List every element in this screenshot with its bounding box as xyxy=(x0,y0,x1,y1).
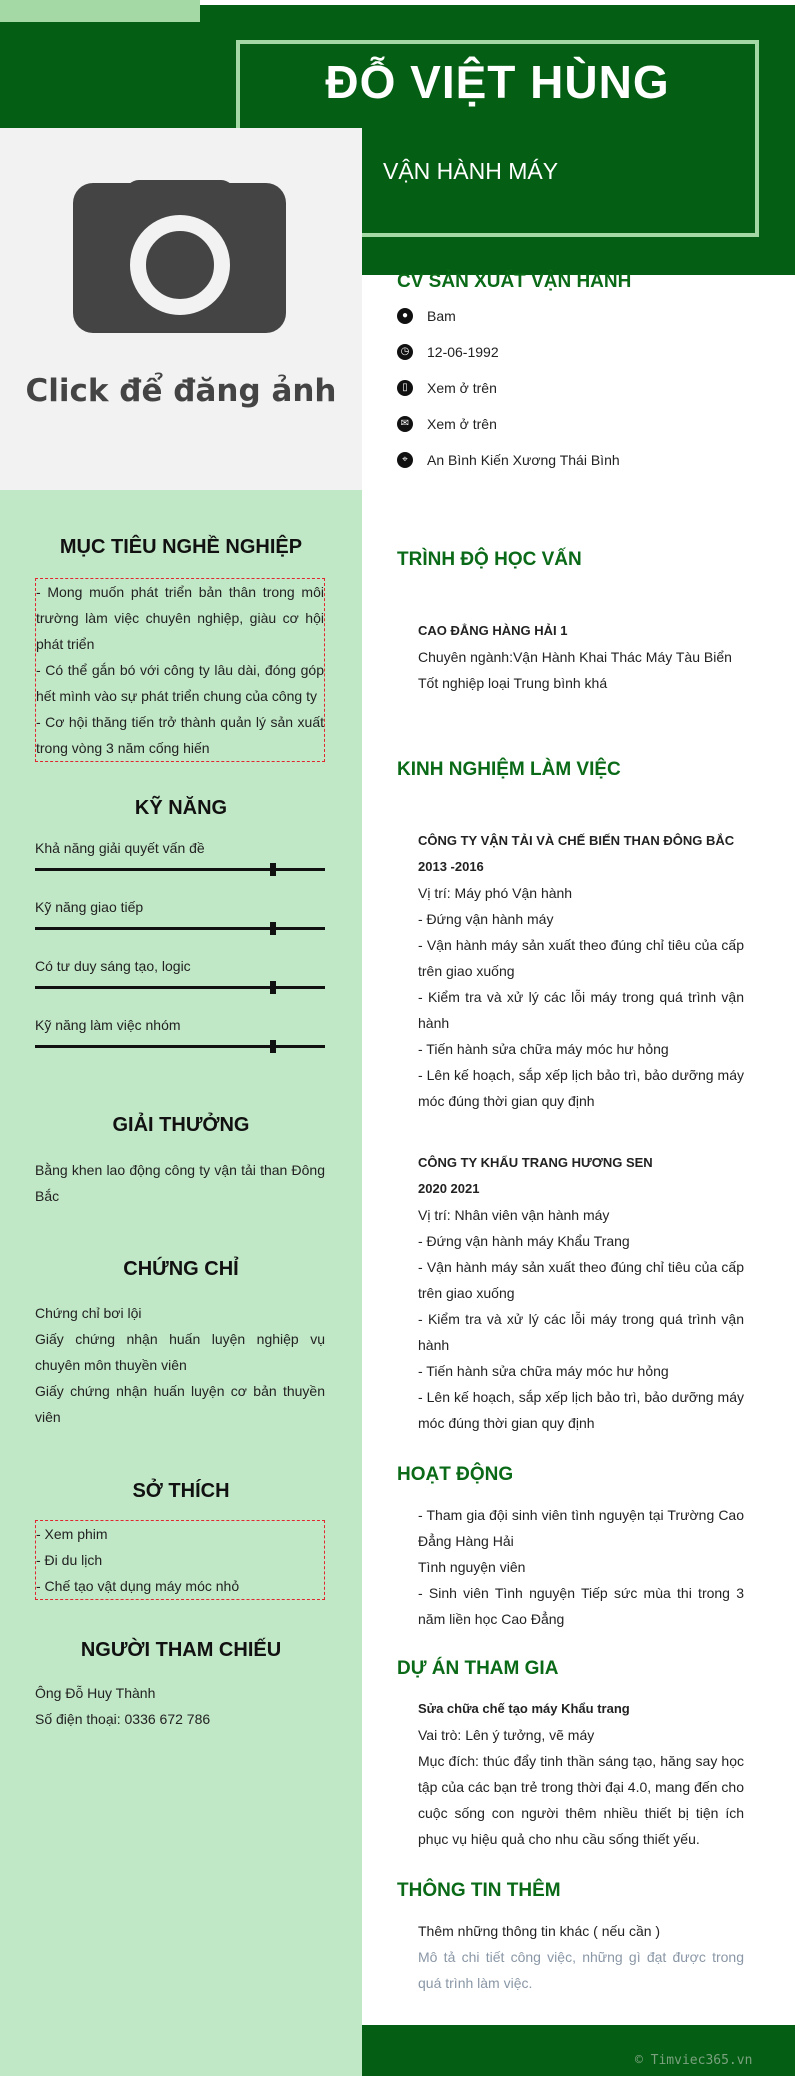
info-phone: Xem ở trên xyxy=(427,380,497,396)
job-line: - Tiến hành sửa chữa máy móc hư hỏng xyxy=(418,1041,669,1057)
info-row xyxy=(397,380,497,396)
company-name: CÔNG TY KHẨU TRANG HƯƠNG SEN xyxy=(418,1155,653,1170)
certificates-list xyxy=(35,1300,325,1430)
more-info-hint: Mô tả chi tiết công việc, những gì đạt được trong quá trình làm việc. xyxy=(418,1949,744,1991)
hobby-item: - Đi du lịch xyxy=(36,1552,103,1568)
skill-item xyxy=(35,899,325,930)
job-line: - Vận hành máy sản xuất theo đúng chỉ tiêu của cấp trên giao xuống xyxy=(418,937,744,979)
footer-band xyxy=(362,2025,795,2076)
skill-name: Khả năng giải quyết vấn đề xyxy=(35,840,205,856)
clock-icon: ◷ xyxy=(397,344,413,360)
job-line: - Đứng vận hành máy Khẩu Trang xyxy=(418,1233,630,1249)
hobby-item: - Chế tạo vật dụng máy móc nhỏ xyxy=(36,1578,240,1594)
education-result: Tốt nghiệp loại Trung bình khá xyxy=(418,675,608,691)
job-block xyxy=(418,828,744,1114)
references-list xyxy=(35,1680,325,1732)
activities-block xyxy=(418,1502,744,1632)
info-email: Xem ở trên xyxy=(427,416,497,432)
email-icon: ✉ xyxy=(397,416,413,432)
job-line: - Vận hành máy sản xuất theo đúng chỉ tiêu của cấp trên giao xuống xyxy=(418,1259,744,1301)
skill-item xyxy=(35,1017,325,1048)
info-row xyxy=(397,452,620,468)
skill-level-handle[interactable] xyxy=(270,981,276,994)
user-icon: ● xyxy=(397,308,413,324)
skills-title: KỸ NĂNG xyxy=(134,797,228,819)
photo-caption: Click để đăng ảnh xyxy=(25,373,337,409)
footer-copyright: © Timviec365.vn xyxy=(635,2053,753,2068)
phone-icon: ▯ xyxy=(397,380,413,396)
hobby-item: - Xem phim xyxy=(36,1526,108,1542)
activities-title: HOẠT ĐỘNG xyxy=(397,1464,514,1485)
skill-level-handle[interactable] xyxy=(270,922,276,935)
objective-box[interactable] xyxy=(35,578,325,762)
reference-phone: Số điện thoại: 0336 672 786 xyxy=(35,1711,211,1727)
skill-bar xyxy=(35,1045,325,1048)
experience-title: KINH NGHIỆM LÀM VIỆC xyxy=(397,759,621,780)
info-address: An Bình Kiến Xương Thái Bình xyxy=(427,452,620,468)
education-major: Chuyên ngành:Vận Hành Khai Thác Máy Tàu Biển xyxy=(418,649,732,665)
certificate-item: Giấy chứng nhận huấn luyện cơ bản thuyền viên xyxy=(35,1383,325,1425)
project-block xyxy=(418,1696,744,1852)
skill-item xyxy=(35,958,325,989)
location-icon: ⌖ xyxy=(397,452,413,468)
skill-item xyxy=(35,840,325,871)
info-birthday: 12-06-1992 xyxy=(427,344,499,360)
cv-title: CV SẢN XUẤT VẬN HÀNH xyxy=(397,271,632,292)
project-role: Vai trò: Lên ý tưởng, vẽ máy xyxy=(418,1727,595,1743)
info-row xyxy=(397,416,497,432)
job-line: Vị trí: Nhân viên vận hành máy xyxy=(418,1207,610,1223)
skill-level-handle[interactable] xyxy=(270,863,276,876)
skill-name: Kỹ năng làm việc nhóm xyxy=(35,1017,181,1033)
job-period: 2020 2021 xyxy=(418,1181,480,1196)
awards-text: Bằng khen lao động công ty vận tải than Đông Bắc xyxy=(35,1162,325,1204)
project-name: Sửa chữa chế tạo máy Khẩu trang xyxy=(418,1701,630,1716)
hobbies-title: SỞ THÍCH xyxy=(132,1480,230,1502)
photo-upload[interactable] xyxy=(0,128,362,490)
projects-title: DỰ ÁN THAM GIA xyxy=(397,1658,559,1679)
skill-name: Có tư duy sáng tạo, logic xyxy=(35,958,191,974)
camera-lens-icon xyxy=(130,215,230,315)
objective-line: - Mong muốn phát triển bản thân trong môi trường làm việc chuyên nghiệp, giàu cơ hội phát triển xyxy=(36,584,324,652)
hobbies-box[interactable] xyxy=(35,1520,325,1600)
school-name: CAO ĐẲNG HÀNG HẢI 1 xyxy=(418,623,568,638)
job-line: - Lên kế hoạch, sắp xếp lịch bảo trì, bảo dưỡng máy móc đúng thời gian quy định xyxy=(418,1067,744,1109)
objective-line: - Cơ hội thăng tiến trở thành quản lý sản xuất trong vòng 3 năm cống hiến xyxy=(36,714,324,756)
job-line: Vị trí: Máy phó Vận hành xyxy=(418,885,573,901)
references-title: NGƯỜI THAM CHIẾU xyxy=(80,1639,282,1661)
skill-bar xyxy=(35,986,325,989)
job-line: - Kiểm tra và xử lý các lỗi máy trong quá trình vận hành xyxy=(418,989,744,1031)
education-block xyxy=(418,618,744,696)
top-accent-strip xyxy=(0,0,200,22)
job-line: - Kiểm tra và xử lý các lỗi máy trong quá trình vận hành xyxy=(418,1311,744,1353)
more-info-title: THÔNG TIN THÊM xyxy=(397,1880,561,1901)
activity-line: - Sinh viên Tình nguyện Tiếp sức mùa thi trong 3 năm liền học Cao Đẳng xyxy=(418,1585,744,1627)
info-row xyxy=(397,308,456,324)
project-goal: Mục đích: thúc đẩy tinh thần sáng tạo, hăng say học tập của các bạn trẻ trong thời đại 4.0, mang đến cho cuộc sống con người thêm nhiều thiết bị tiện ích phục vụ hiệu quả cho nhu cầu sống thiết yếu. xyxy=(418,1753,744,1847)
job-block xyxy=(418,1150,744,1436)
certificate-item: Giấy chứng nhận huấn luyện nghiệp vụ chuyên môn thuyền viên xyxy=(35,1331,325,1373)
more-info-block xyxy=(418,1918,744,1996)
job-line: - Lên kế hoạch, sắp xếp lịch bảo trì, bảo dưỡng máy móc đúng thời gian quy định xyxy=(418,1389,744,1431)
skill-name: Kỹ năng giao tiếp xyxy=(35,899,144,915)
info-gender: Bam xyxy=(427,308,456,324)
info-row xyxy=(397,344,499,360)
company-name: CÔNG TY VẬN TẢI VÀ CHẾ BIẾN THAN ĐÔNG BẮC xyxy=(418,833,735,848)
certificates-title: CHỨNG CHỈ xyxy=(123,1258,239,1280)
job-title: VẬN HÀNH MÁY xyxy=(383,158,559,184)
skill-bar xyxy=(35,868,325,871)
objective-title: MỤC TIÊU NGHỀ NGHIỆP xyxy=(59,536,303,558)
certificate-item: Chứng chỉ bơi lội xyxy=(35,1305,142,1321)
job-line: - Tiến hành sửa chữa máy móc hư hỏng xyxy=(418,1363,669,1379)
more-info-line: Thêm những thông tin khác ( nếu cần ) xyxy=(418,1923,661,1939)
education-title: TRÌNH ĐỘ HỌC VẤN xyxy=(397,549,582,570)
job-line: - Đứng vận hành máy xyxy=(418,911,554,927)
skill-level-handle[interactable] xyxy=(270,1040,276,1053)
skill-bar xyxy=(35,927,325,930)
activity-line: - Tham gia đội sinh viên tình nguyện tại Trường Cao Đẳng Hàng Hải xyxy=(418,1507,744,1549)
objective-line: - Có thể gắn bó với công ty lâu dài, đóng góp hết mình vào sự phát triển chung của công ty xyxy=(36,662,324,704)
job-period: 2013 -2016 xyxy=(418,859,484,874)
activity-line: Tình nguyện viên xyxy=(418,1559,526,1575)
candidate-name: ĐỖ VIỆT HÙNG xyxy=(325,56,670,108)
reference-name: Ông Đỗ Huy Thành xyxy=(35,1685,156,1701)
awards-title: GIẢI THƯỞNG xyxy=(112,1114,250,1136)
